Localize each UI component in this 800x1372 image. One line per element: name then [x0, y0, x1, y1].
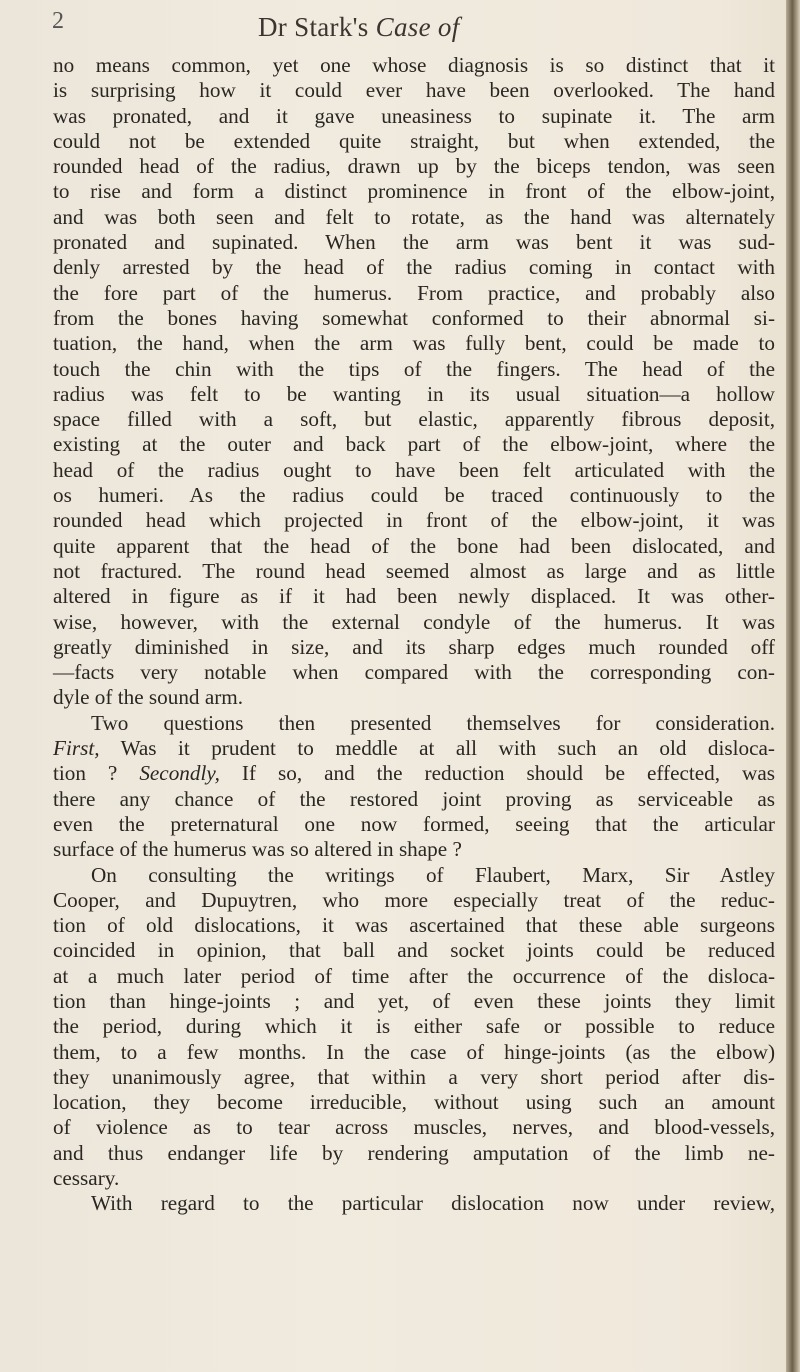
text-line: could not be extended quite straight, but when extended, the: [53, 128, 775, 153]
text-line: from the bones having somewhat conformed to their abnormal si-: [53, 305, 775, 330]
text-line: they unanimously agree, that within a very short period after dis-: [53, 1064, 775, 1089]
text-line: head of the radius ought to have been felt articulated with the: [53, 457, 775, 482]
text-line: coincided in opinion, that ball and socket joints could be reduced: [53, 938, 775, 963]
text-line: os humeri. As the radius could be traced continuously to the: [53, 483, 775, 508]
text-line: rounded head which projected in front of the elbow-joint, it was: [53, 508, 775, 533]
text-line: touch the chin with the tips of the fingers. The head of the: [53, 356, 775, 381]
text-line: [53, 736, 775, 761]
text-line: was pronated, and it gave uneasiness to supinate it. The arm: [53, 103, 775, 128]
text-line: no means common, yet one whose diagnosis is so distinct that it: [53, 53, 775, 77]
text-line: space filled with a soft, but elastic, apparently fibrous deposit,: [53, 407, 775, 432]
text-line: not fractured. The round head seemed almost as large and as little: [53, 558, 775, 583]
text-span: tion ?: [53, 761, 140, 786]
text-line: dyle of the sound arm.: [53, 685, 244, 710]
text-span: If so, and the reduction should be effected, was: [219, 761, 775, 786]
page-number: 2: [52, 8, 64, 34]
running-title-italic: Case of: [375, 12, 460, 42]
text-line: even the preternatural one now formed, seeing that the articular: [53, 811, 775, 836]
text-line: is surprising how it could ever have been overlooked. The hand: [53, 78, 775, 103]
text-line: and was both seen and felt to rotate, as the hand was alternately: [53, 204, 775, 229]
running-title: [258, 12, 460, 43]
text-line: Cooper, and Dupuytren, who more especially treat of the reduc-: [53, 887, 775, 912]
text-line: On consulting the writings of Flaubert, Marx, Sir Astley: [91, 862, 775, 887]
text-line: to rise and form a distinct prominence in front of the elbow-joint,: [53, 179, 775, 204]
first-label: First,: [53, 736, 100, 761]
text-line: them, to a few months. In the case of hinge-joints (as the elbow): [53, 1039, 775, 1064]
text-line: —facts very notable when compared with the corresponding con-: [53, 660, 775, 685]
body-text: [53, 53, 775, 1217]
text-line: cessary.: [53, 1166, 120, 1191]
text-line: greatly diminished in size, and its sharp edges much rounded off: [53, 634, 775, 659]
text-line: tuation, the hand, when the arm was fully bent, could be made to: [53, 331, 775, 356]
text-line: at a much later period of time after the occurrence of the disloca-: [53, 963, 775, 988]
text-line: denly arrested by the head of the radius coming in contact with: [53, 255, 775, 280]
text-line: [53, 761, 775, 786]
text-line: tion than hinge-joints ; and yet, of even these joints they limit: [53, 988, 775, 1013]
text-line: surface of the humerus was so altered in shape ?: [53, 837, 462, 862]
page-edge-shadow: [786, 0, 800, 1372]
text-line: and thus endanger life by rendering amputation of the limb ne-: [53, 1140, 775, 1165]
text-line: location, they become irreducible, without using such an amount: [53, 1090, 775, 1115]
text-line: Two questions then presented themselves for consideration.: [91, 710, 775, 735]
secondly-label: Secondly,: [139, 761, 220, 786]
text-line: With regard to the particular dislocation now under review,: [91, 1191, 775, 1216]
text-line: tion of old dislocations, it was ascertained that these able surgeons: [53, 913, 775, 938]
text-line: the fore part of the humerus. From practice, and probably also: [53, 280, 775, 305]
text-line: radius was felt to be wanting in its usual situation—a hollow: [53, 381, 775, 406]
running-header: [0, 8, 800, 54]
text-line: quite apparent that the head of the bone had been dislocated, and: [53, 533, 775, 558]
text-line: altered in figure as if it had been newly displaced. It was other-: [53, 584, 775, 609]
text-line: wise, however, with the external condyle of the humerus. It was: [53, 609, 775, 634]
text-span: Was it prudent to meddle at all with such an old disloca-: [99, 736, 775, 761]
text-line: pronated and supinated. When the arm was bent it was sud-: [53, 230, 775, 255]
text-line: the period, during which it is either safe or possible to reduce: [53, 1014, 775, 1039]
text-line: there any chance of the restored joint proving as serviceable as: [53, 786, 775, 811]
text-line: of violence as to tear across muscles, nerves, and blood-vessels,: [53, 1115, 775, 1140]
running-title-prefix: Dr Stark's: [258, 12, 376, 42]
text-line: existing at the outer and back part of the elbow-joint, where the: [53, 432, 775, 457]
text-line: rounded head of the radius, drawn up by the biceps tendon, was seen: [53, 154, 775, 179]
